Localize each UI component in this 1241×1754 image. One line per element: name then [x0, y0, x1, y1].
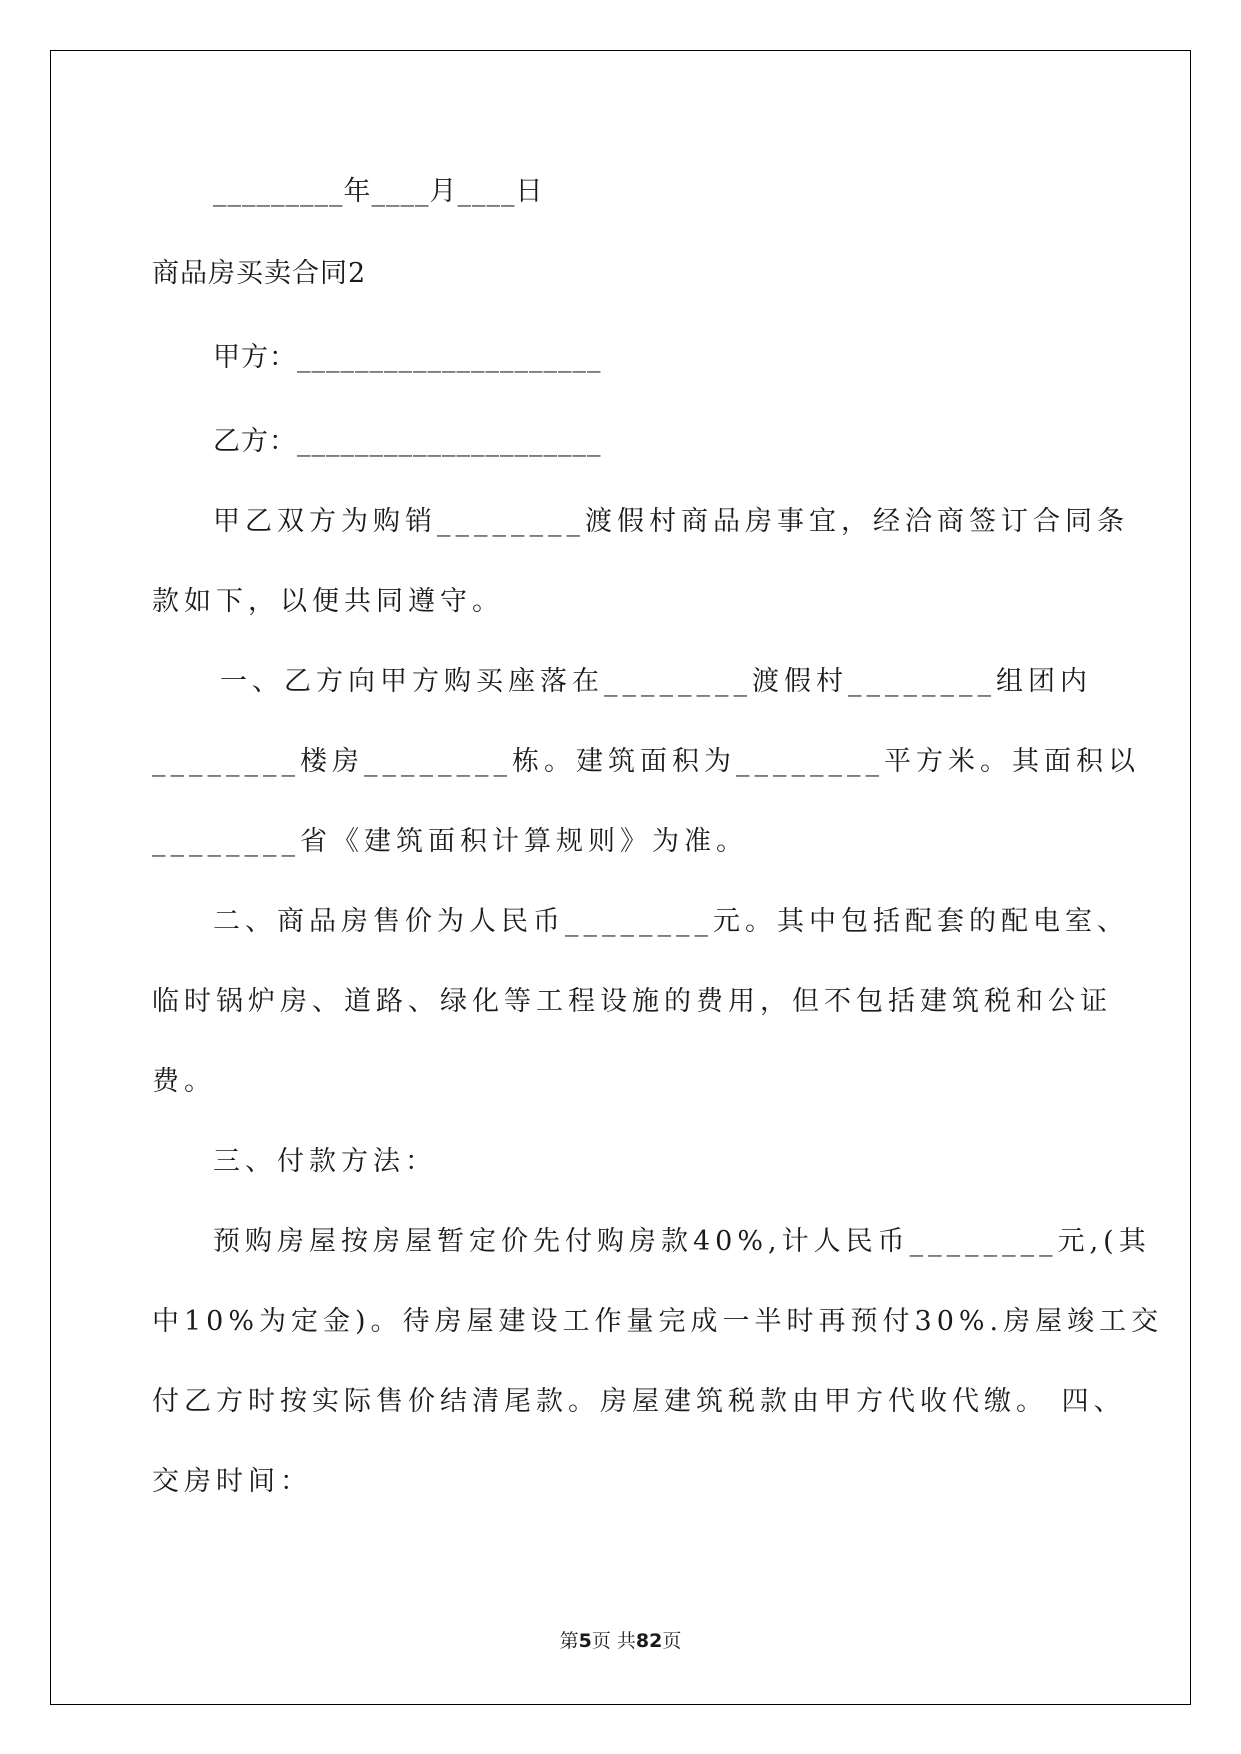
party-a-line: 甲方：_____________________	[213, 342, 602, 373]
date-line: _________年____月____日	[213, 176, 544, 207]
paragraph-line: 预购房屋按房屋暂定价先付购房款40%,计人民币________元,(其	[213, 1226, 1151, 1257]
paragraph-line: ________楼房________栋。建筑面积为________平方米。其面积以	[152, 746, 1140, 777]
section-heading: 三、付款方法：	[213, 1146, 437, 1177]
party-b-line: 乙方：_____________________	[213, 426, 602, 457]
paragraph-line: 中10%为定金)。待房屋建设工作量完成一半时再预付30%.房屋竣工交	[152, 1306, 1164, 1337]
paragraph-line: 临时锅炉房、道路、绿化等工程设施的费用，但不包括建筑税和公证	[152, 986, 1112, 1017]
page-border	[50, 50, 1191, 1705]
footer-mid: 页 共	[591, 1630, 636, 1652]
footer-prefix: 第	[559, 1630, 579, 1652]
total-page-number: 82	[635, 1630, 663, 1652]
paragraph-line: 款如下，以便共同遵守。	[152, 586, 504, 617]
paragraph-line: 一、乙方向甲方购买座落在________渡假村________组团内	[220, 666, 1092, 697]
paragraph-line: 付乙方时按实际售价结清尾款。房屋建筑税款由甲方代收代缴。 四、	[152, 1386, 1126, 1417]
page-footer	[0, 1628, 1241, 1654]
paragraph-line: 交房时间：	[152, 1466, 312, 1497]
paragraph-line: 费。	[152, 1066, 216, 1097]
paragraph-line: 二、商品房售价为人民币________元。其中包括配套的配电室、	[213, 906, 1129, 937]
paragraph-line: 甲乙双方为购销________渡假村商品房事宜，经洽商签订合同条	[213, 506, 1129, 537]
paragraph-line: ________省《建筑面积计算规则》为准。	[152, 826, 748, 857]
contract-title: 商品房买卖合同2	[152, 258, 367, 289]
current-page-number: 5	[578, 1630, 592, 1652]
footer-suffix: 页	[662, 1630, 682, 1652]
